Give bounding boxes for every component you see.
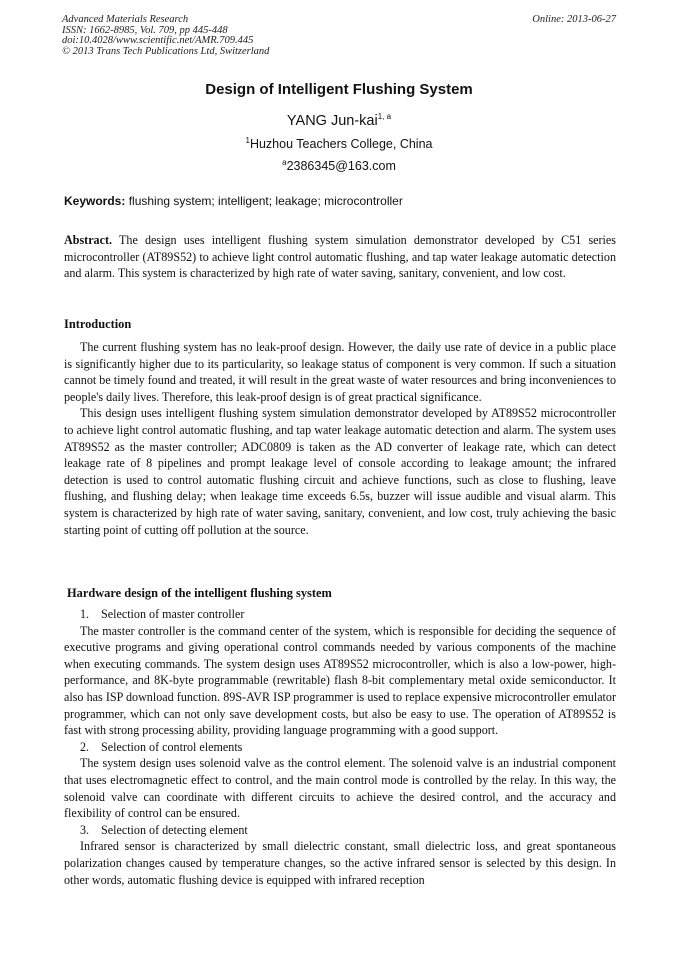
subsection-2-label: Selection of control elements bbox=[101, 739, 243, 754]
subsection-3-paragraph: Infrared sensor is characterized by small dielectric constant, small dielectric loss, and great spontaneous polarization changes caused by temperature changes, so the active infrared sensor is selected by this design. In other words, automatic flushing device is equipped with infrared reception bbox=[64, 839, 616, 887]
intro-paragraph-1: The current flushing system has no leak-proof design. However, the daily use rate of device in a public place is significantly higher due to its particularity, so leakage status of component is very common. If such a situation cannot be timely found and treated, it will result in the great waste of water resources and bring inconveniences to people's daily lives. Therefore, this leak-proof design is of great practical significance. bbox=[64, 340, 616, 404]
abstract bbox=[64, 232, 616, 282]
subsection-3-label: Selection of detecting element bbox=[101, 822, 248, 837]
email-address: 2386345@163.com bbox=[286, 159, 396, 173]
author-superscript: 1, a bbox=[377, 112, 392, 122]
email-superscript: a bbox=[282, 157, 287, 167]
journal-name: Advanced Materials Research bbox=[62, 14, 189, 25]
journal-copyright: © 2013 Trans Tech Publications Ltd, Switzerland bbox=[62, 45, 270, 57]
journal-header bbox=[62, 15, 269, 57]
journal-issn: ISSN: 1662-8985, Vol. 709, pp 445-448 bbox=[62, 24, 228, 36]
abstract-text: The design uses intelligent flushing system simulation demonstrator developed by C51 series microcontroller (AT89S52) to achieve light control automatic flushing, and tap water leakage automatic detection and alarm. This system is characterized by high rate of water saving, sanitary, convenient, and low cost. bbox=[64, 233, 616, 281]
subsection-1-paragraph: The master controller is the command center of the system, which is responsible for deciding the sequence of executive programs and giving operational control commands needed by various components of the machine when executing commands. The system design uses AT89S52 microcontroller, which is also a low-power, high-performance, and 8K-byte programmable (rewritable) flash 8-bit complementary metal oxide semiconductor. It also has ISP download function. 89S-AVR ISP programmer is used to replace expensive microcontroller emulator programmer, which can not only save development costs, but also be easy to use. The operation of AT89S52 is fast with strong processing ability, providing language programming with a good support. bbox=[64, 623, 616, 738]
subsection-2-title bbox=[64, 739, 616, 756]
affiliation-name: Huzhou Teachers College, China bbox=[249, 137, 433, 151]
author-line bbox=[0, 113, 678, 129]
author-name: YANG Jun-kai bbox=[286, 113, 378, 129]
introduction-section bbox=[64, 339, 616, 538]
subsection-3-number: 3. bbox=[80, 822, 90, 837]
affiliation-superscript: 1 bbox=[245, 135, 250, 145]
email-line bbox=[0, 159, 678, 173]
subsection-3-title bbox=[64, 822, 616, 839]
keywords-text: flushing system; intelligent; leakage; microcontroller bbox=[125, 194, 403, 208]
online-date: Online: 2013-06-27 bbox=[532, 14, 616, 25]
subsection-1-number: 1. bbox=[80, 607, 90, 621]
subsection-1-label: Selection of master controller bbox=[101, 607, 245, 621]
intro-paragraph-2: This design uses intelligent flushing system simulation demonstrator developed by AT89S52 microcontroller to achieve light control automatic flushing, and tap water leakage automatic detection and alarm. The system uses AT89S52 as the master controller; ADC0809 is taken as the AD converter of leakage rate, which can detect leakage rate of 8 pipelines and prompt leakage level of console according to leakage amount; the infrared detection is used to control automatic flushing circuit and achieve functions, such as close to flushing, leave flushing, and flushing delay; when leakage time exceeds 6.5s, buzzer will issue audible and visual alarm. This system is characterized by high rate of water saving, sanitary, convenient, and low cost, truly achieving the basic starting point of cutting off pollution at the source. bbox=[64, 406, 616, 537]
hardware-heading: Hardware design of the intelligent flushing system bbox=[67, 586, 332, 600]
subsection-2-paragraph: The system design uses solenoid valve as the control element. The solenoid valve is an industrial component that uses electromagnetic effect to control, and the main control mode is controlled by the relay. In this way, the solenoid valve can coordinate with different circuits to achieve the desired control, and the accuracy and flexibility of control can be ensured. bbox=[64, 756, 616, 821]
keywords-label: Keywords: bbox=[64, 194, 126, 208]
introduction-heading: Introduction bbox=[64, 317, 132, 331]
keywords bbox=[64, 194, 616, 208]
subsection-1-title bbox=[64, 606, 616, 623]
affiliation-line bbox=[0, 137, 678, 151]
paper-title: Design of Intelligent Flushing System bbox=[205, 81, 473, 98]
abstract-label: Abstract. bbox=[64, 233, 113, 247]
hardware-section bbox=[64, 606, 616, 888]
journal-doi: doi:10.4028/www.scientific.net/AMR.709.445 bbox=[62, 35, 254, 47]
subsection-2-number: 2. bbox=[80, 739, 90, 754]
